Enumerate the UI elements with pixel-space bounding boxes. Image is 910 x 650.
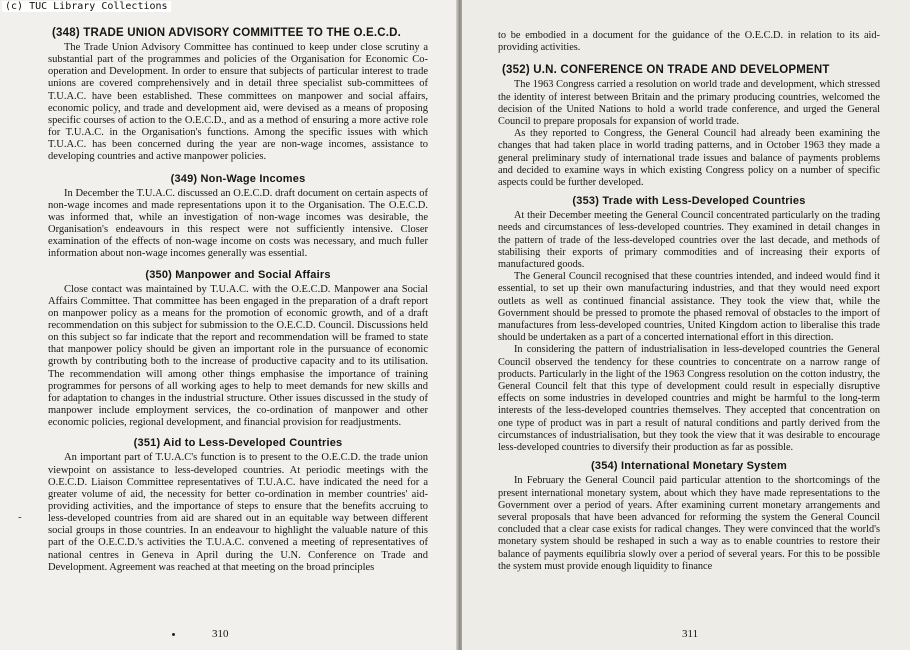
page-dot xyxy=(172,633,175,636)
page-number-left: 310 xyxy=(212,628,229,640)
section-349-heading: (349) Non-Wage Incomes xyxy=(170,172,306,185)
section-352-paragraph-2: As they reported to Congress, the General Council had already been examining the changes that had taken place in world trading patterns, and in October 1963 they made a general preliminary study of international trade issues and balance of payments problems and decided to examine ways in which existing Congress policy on a number of specific aspects could be further developed. xyxy=(498,128,880,189)
section-353-paragraph-2: The General Council recognised that these countries intended, and indeed would find it essential, to set up their own manufacturing industries, and that they would need export outlets as well as continued financial assistance. They took the view that, while the Government should be pressed to promote the phased removal of obstacles to the import of manufactures from less-developed countries, United Kingdom action to liberalise this trade should be undertaken as a part of a concerted international effort in this direction. xyxy=(498,271,880,344)
watermark: (c) TUC Library Collections xyxy=(2,1,171,12)
right-page xyxy=(462,0,910,650)
section-348-paragraph: The Trade Union Advisory Committee has continued to keep under close scrutiny a substantial part of the programmes and policies of the Organisation for Economic Co-operation and Development. In order to ensure that subjects of particular interest to trade unions are covered comprehensively and in detail three specialist sub-committees of T.U.A.C. have been established. These committees on manpower and social affairs, economic policy, and trade and development aid, were devised as a means of proposing specific courses of action to the O.E.C.D., and as a method of ensuring a more active role for T.U.A.C. in the Organisation's functions. Among the specific issues with which T.U.A.C. has been concerned during the year are non-wage incomes, assistance to developing countries and active manpower policies. xyxy=(48,42,428,163)
continued-paragraph: to be embodied in a document for the guidance of the O.E.C.D. in relation to its aid-providing activities. xyxy=(498,30,880,54)
section-353-paragraph-3: In considering the pattern of industrialisation in less-developed countries the General Council observed the tendency for these countries to concentrate on a narrow range of products. Particularly in the light of the 1963 Congress resolution on the cotton industry, the General Council felt that this type of development could result in especially disruptive effects on some industries in developed countries and might be harmful to the long-term interests of the less-developed countries themselves. They accepted that concentration on one type of product was in part a result of natural conditions and partly derived from the circumstances of industrialisation, but they took the view that it was desirable to encourage less-developed countries to diversify their production as far as possible. xyxy=(498,344,880,454)
section-351-heading: (351) Aid to Less-Developed Countries xyxy=(133,437,343,450)
section-348-heading: (348) TRADE UNION ADVISORY COMMITTEE TO THE O.E.C.D. xyxy=(52,27,402,39)
section-350-heading: (350) Manpower and Social Affairs xyxy=(145,268,331,281)
section-350-paragraph: Close contact was maintained by T.U.A.C. with the O.E.C.D. Manpower ana Social Affairs Committee. That committee has been engaged in the preparation of a draft report on manpower policy as a means for the promotion of economic growth, and of a draft recommendation on this subject for submission to the O.E.C.D. Council. Discussions held on this subject so far indicate that the report and recommendation will be framed to state that manpower policy should be given an important role in the pursuance of economic growth by contributing both to the increase of productive capacity and to its utilisation. The recommendation will among other things emphasise the importance of training programmes for persons of all working ages to help to meet demands for new skills and for adaptation to changes in the industrial structure. Other issues discussed in the study of manpower include employment services, the co-ordination of manpower and other economic policies, regional development, and financial provision for readjustments. xyxy=(48,283,428,429)
page-number-right: 311 xyxy=(682,628,699,640)
section-352-heading: (352) U.N. CONFERENCE ON TRADE AND DEVELOPMENT xyxy=(502,64,830,77)
margin-mark: - xyxy=(18,511,22,523)
section-353-heading: (353) Trade with Less-Developed Countries xyxy=(572,195,806,208)
section-352-paragraph-1: The 1963 Congress carried a resolution on world trade and development, which stressed the identity of interest between Britain and the primary producing countries, welcomed the decision of the United Nations to hold a world trade conference, and urged the General Council to prepare proposals for expansion of world trade. xyxy=(498,79,880,128)
section-349-paragraph: In December the T.U.A.C. discussed an O.E.C.D. draft document on certain aspects of non-wage incomes and made representations upon it to the Organisation. The O.E.C.D. was informed that, while an investigation of non-wage incomes was desirable, the Organisation's endeavours in this respect were not sufficiently intensive. Closer examination of the effects of non-wage income on costs was necessary, and much fuller information about non-wage incomes generally was essential. xyxy=(48,187,428,260)
section-354-paragraph: In February the General Council paid particular attention to the shortcomings of the present international monetary system, about which they have made representations to the Government over a period of years. After examining current monetary arrangements and several proposals that have been advanced for reforming the system the General Council concluded that a clear case exists for radical changes. They were convinced that the world's monetary system should be reshaped in such a way as to enable countries to restore their balance of payments equilibria slowly over a period of several years. For this to be possible the system must provide enough liquidity to finance xyxy=(498,475,880,572)
section-354-heading: (354) International Monetary System xyxy=(591,460,787,473)
section-353-paragraph-1: At their December meeting the General Council concentrated particularly on the trading needs and circumstances of less-developed countries. They examined in detail changes in the pattern of trade of the less-developed countries over the last decade, and methods of stabilising their exports of primary commodities and of increasing their exports of manufactured goods. xyxy=(498,210,880,271)
section-351-paragraph: An important part of T.U.A.C's function is to present to the O.E.C.D. the trade union viewpoint on assistance to less-developed countries. At periodic meetings with the O.E.C.D. Liaison Committee representatives of T.U.A.C. have indicated the need for a greater volume of aid, the necessity for better co-ordination in member countries' aid-providing activities, and the importance of steps to ensure that the benefits accruing to less-developed countries from aid are shared out in an equitable way between different social groups in those countries. In an endeavour to highlight the valuable nature of this part of the O.E.C.D.'s activities the T.U.A.C. convened a meeting of representatives of national centres in Geneva in April during the U.N. Conference on Trade and Development. Agreement was reached at that meeting on the broad principles xyxy=(48,452,428,573)
